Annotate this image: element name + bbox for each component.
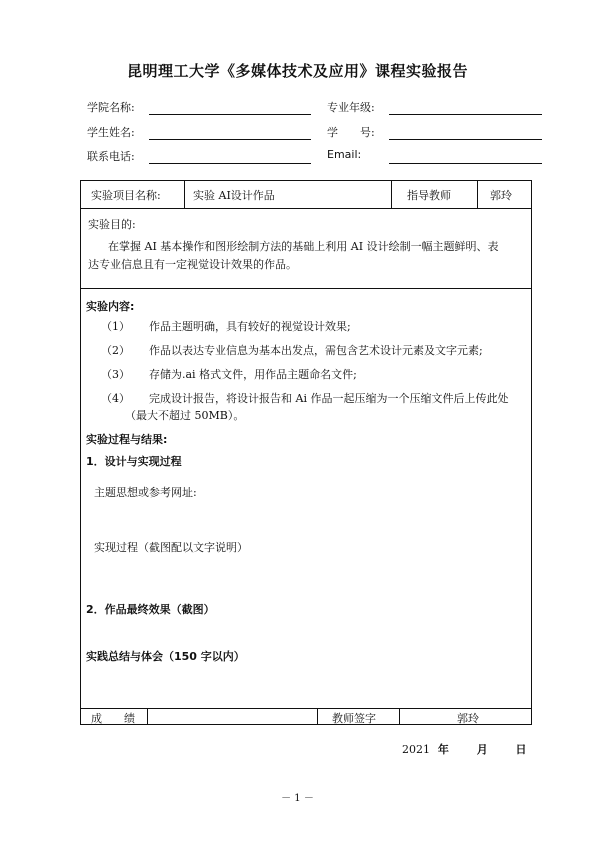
date-year: 2021 bbox=[402, 743, 430, 756]
page-number: － 1 － bbox=[281, 793, 314, 804]
list-item: （4） 完成设计报告，将设计报告和 Ai 作品一起压缩为一个压缩文件后上传此处 bbox=[101, 392, 509, 405]
list-item: （2） 作品以表达专业信息为基本出发点，需包含艺术设计元素及文字元素; bbox=[101, 344, 483, 357]
date-month-char: 月 bbox=[476, 743, 488, 756]
purpose-text-line2: 达专业信息且有一定视觉设计效果的作品。 bbox=[88, 258, 297, 271]
list-item: （1） 作品主题明确，具有较好的视觉设计效果; bbox=[101, 320, 351, 333]
report-date bbox=[402, 741, 527, 757]
final-heading: 2．作品最终效果（截图） bbox=[86, 603, 215, 616]
college-label: 学院名称: bbox=[87, 101, 135, 114]
content-item4-continuation: （最大不超过 50MB）。 bbox=[125, 409, 245, 422]
instructor-label: 指导教师 bbox=[407, 189, 451, 202]
divider bbox=[81, 208, 531, 209]
report-table bbox=[80, 180, 532, 725]
major-grade-field[interactable] bbox=[389, 113, 542, 115]
list-item: （3） 存储为.ai 格式文件，用作品主题命名文件; bbox=[101, 368, 357, 381]
design-heading: 1．设计与实现过程 bbox=[86, 455, 182, 468]
theme-text[interactable]: 主题思想或参考网址: bbox=[94, 486, 197, 499]
phone-label: 联系电话: bbox=[87, 150, 135, 163]
project-name-label: 实验项目名称: bbox=[91, 189, 161, 202]
instructor-value: 郭玲 bbox=[490, 189, 512, 202]
purpose-text-line1: 在掌握 AI 基本操作和图形绘制方法的基础上利用 AI 设计绘制一幅主题鲜明、表 bbox=[108, 240, 499, 253]
divider bbox=[184, 181, 185, 208]
divider bbox=[399, 708, 400, 725]
divider bbox=[81, 288, 531, 289]
divider bbox=[81, 708, 531, 709]
divider bbox=[477, 181, 478, 208]
impl-text[interactable]: 实现过程（截图配以文字说明） bbox=[94, 541, 248, 554]
content-heading: 实验内容: bbox=[86, 300, 135, 313]
date-day-char: 日 bbox=[515, 743, 527, 756]
student-name-field[interactable] bbox=[149, 138, 311, 140]
major-grade-label: 专业年级: bbox=[327, 101, 375, 114]
info-row-student bbox=[87, 122, 542, 142]
divider bbox=[317, 708, 318, 725]
student-id-label: 学 号: bbox=[327, 126, 375, 139]
email-field[interactable] bbox=[389, 162, 542, 164]
info-row-contact bbox=[87, 146, 542, 166]
teacher-sign-label: 教师签字 bbox=[332, 712, 376, 725]
divider bbox=[391, 181, 392, 208]
project-name-value[interactable]: 实验 AI设计作品 bbox=[193, 189, 275, 202]
teacher-sign-value: 郭玲 bbox=[457, 712, 479, 725]
college-field[interactable] bbox=[149, 113, 311, 115]
divider bbox=[147, 708, 148, 725]
process-heading: 实验过程与结果: bbox=[86, 433, 168, 446]
page-title: 昆明理工大学《多媒体技术及应用》课程实验报告 bbox=[126, 62, 468, 80]
date-year-char: 年 bbox=[437, 743, 449, 756]
info-row-college bbox=[87, 97, 542, 117]
student-id-field[interactable] bbox=[389, 138, 542, 140]
phone-field[interactable] bbox=[149, 162, 311, 164]
student-name-label: 学生姓名: bbox=[87, 126, 135, 139]
summary-heading: 实践总结与体会（150 字以内） bbox=[86, 650, 245, 663]
purpose-heading: 实验目的: bbox=[88, 218, 136, 231]
email-label: Email: bbox=[327, 148, 362, 161]
grade-label: 成 绩 bbox=[91, 712, 135, 725]
